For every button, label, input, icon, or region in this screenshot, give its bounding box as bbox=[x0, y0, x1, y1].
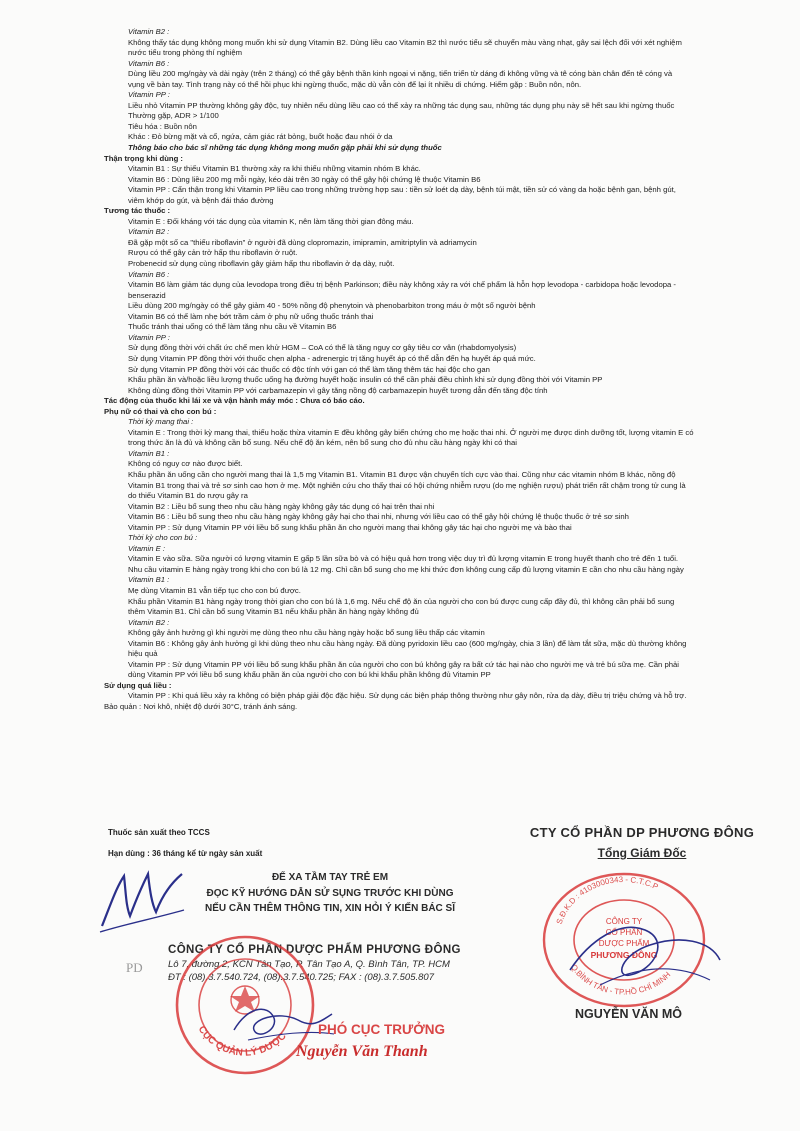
text-line: Vitamin PP : Khi quá liều xảy ra không có biện pháp giải độc đặc hiệu. Sử dụng các biện pháp thông thường như gây nôn, rửa dạ dày, điều trị triệu chứng và hỗ trợ. bbox=[128, 691, 687, 701]
text-line: Vitamin B1 : Sự thiếu Vitamin B1 thường xảy ra khi thiếu những vitamin nhóm B khác. bbox=[128, 164, 421, 174]
text-line: Vitamin PP : Cẩn thận trong khi Vitamin PP liều cao trong những trường hợp sau : tiền sử loét dạ dày, bệnh túi mật, tiền sử có vàng da hoặc bệnh gan, bệnh gút, bbox=[128, 185, 676, 195]
text-line: Vitamin B2 : bbox=[128, 27, 170, 36]
text-line: Mẹ dùng Vitamin B1 vẫn tiếp tục cho con bú được. bbox=[128, 585, 301, 595]
text-line: Đã gặp một số ca "thiếu riboflavin" ở người đã dùng clopromazin, imipramin, amitriptylin và adriamycin bbox=[128, 237, 477, 247]
text-line: Vitamin E : bbox=[128, 543, 166, 553]
text-line: Vitamin B1 trong thai và trẻ sơ sinh cao hơn ở mẹ. Một nghiên cứu cho thấy thai có hội chứng nhiễm rượu (do mẹ nghiện rượu) phát triển rất chậm trong tử cung là bbox=[128, 480, 686, 490]
text-line: trong thức ăn là đủ và không cần bổ sung. Nếu chế độ ăn kém, nên bổ sung cho đủ nhu cầu hàng ngày khi có thai bbox=[128, 438, 517, 448]
text-line: Không thấy tác dụng không mong muốn khi sử dụng Vitamin B2. Dùng liều cao Vitamin B2 thì nước tiểu sẽ chuyển màu vàng nhạt, gây sai lệch đối với xét nghiệm bbox=[128, 37, 682, 47]
text-line: Khác : Đỏ bừng mặt và cổ, ngứa, cảm giác rát bỏng, buốt hoặc đau nhói ở da bbox=[128, 132, 393, 142]
text-line: Vitamin PP : bbox=[128, 332, 170, 342]
text-line: Vitamin B1 : bbox=[128, 575, 170, 585]
text-line: Khẩu phần ăn uống cần cho người mang thai là 1,5 mg Vitamin B1. Vitamin B1 được vận chuyển tích cực vào thai. Cũng như các vitamin nhóm B khác, nồng độ bbox=[128, 469, 676, 479]
text-line: Liều nhỏ Vitamin PP thường không gây độc, tuy nhiên nếu dùng liều cao có thể xảy ra những tác dụng sau, những tác dụng phụ này sẽ hết sau khi ngừng thuốc bbox=[128, 100, 675, 110]
text-line: Vitamin B6 làm giảm tác dụng của levodopa trong điều trị bệnh Parkinson; điều này không xảy ra với chế phẩm là hỗn hợp levodopa - carbidopa hoặc levodopa - bbox=[128, 280, 676, 290]
text-line: Vitamin E : Đối kháng với tác dụng của vitamin K, nên làm tăng thời gian đông máu. bbox=[128, 216, 414, 226]
text-line: Vitamin B6 có thể làm nhẹ bớt trầm cảm ở phụ nữ uống thuốc tránh thai bbox=[128, 311, 374, 321]
text-line: Thông báo cho bác sĩ những tác dụng không mong muốn gặp phải khi sử dụng thuốc bbox=[128, 143, 442, 153]
text-line: Thời kỳ mang thai : bbox=[128, 417, 194, 427]
text-line: Vitamin B1 : bbox=[128, 448, 170, 458]
stamp-inner-1: CÔNG TY bbox=[605, 917, 643, 926]
text-line: Vitamin PP : Sử dụng Vitamin PP với liều bổ sung khẩu phần ăn cho người mang thai không gây tác hại cho người mẹ và bào thai bbox=[128, 522, 572, 532]
text-line: thêm Vitamin B1. Chỉ cần bổ sung Vitamin B1 nếu khẩu phần ăn hàng ngày không đủ bbox=[128, 607, 419, 617]
director-name: NGUYỄN VĂN MÔ bbox=[575, 1007, 682, 1021]
manufacture-standard: Thuốc sản xuất theo TCCS bbox=[108, 828, 210, 837]
text-line: viêm khớp do gút, và bệnh đái tháo đường bbox=[128, 195, 274, 205]
text-line: nước tiểu trong phòng thí nghiệm bbox=[128, 48, 243, 58]
footer-left bbox=[108, 827, 262, 869]
text-line: Vitamin B6 : Không gây ảnh hưởng gì khi dùng theo nhu cầu hàng ngày. Đã dùng pyridoxin liều cao (600 mg/ngày, chia 3 lần) để làm tắt sữa, mặc dù thường không bbox=[128, 638, 687, 648]
stamp-inner-3: DƯỢC PHẨM bbox=[598, 939, 650, 948]
text-line: Khẩu phần Vitamin B1 hàng ngày trong thời gian cho con bú là 1,6 mg. Nếu chế độ ăn của người cho con bú được cung cấp đầy đủ, thì không cần phải bổ sung bbox=[128, 596, 675, 606]
text-line: Vitamin E vào sữa. Sữa người có lượng vitamin E gấp 5 lần sữa bò và có hiệu quả hơn trong việc duy trì đủ lượng vitamin E trong huyết thanh cho trẻ đến 1 tuổi. bbox=[128, 554, 679, 564]
pd-logo: PD bbox=[126, 960, 143, 975]
warning-notices bbox=[150, 870, 510, 917]
manufacturer-address: Lô 7, đường 2, KCN Tân Tạo, P. Tân Tạo A, Q. Bình Tân, TP. HCM bbox=[168, 958, 450, 970]
section-heading: Sử dụng quá liều : bbox=[104, 680, 172, 690]
text-line: Vitamin PP : bbox=[128, 90, 170, 100]
text-line: Sử dụng Vitamin PP đồng thời với các thuốc có độc tính với gan có thể làm tăng thêm tác hại độc cho gan bbox=[128, 364, 490, 374]
deputy-title: PHÓ CỤC TRƯỞNG bbox=[318, 1022, 445, 1037]
text-line: Sử dụng đồng thời với chất ức chế men khử HGM – CoA có thể là tăng nguy cơ gây tiêu cơ vân (rhabdomyolysis) bbox=[128, 343, 517, 353]
manufacturer-name: CÔNG TY CỔ PHẦN DƯỢC PHẨM PHƯƠNG ĐÔNG bbox=[168, 944, 461, 956]
section-heading: Tác động của thuốc khi lái xe và vận hành máy móc : Chưa có báo cáo. bbox=[104, 396, 365, 406]
notice-keep-away: ĐỂ XA TẦM TAY TRẺ EM bbox=[271, 872, 389, 883]
text-line: Không có nguy cơ nào được biết. bbox=[128, 459, 243, 469]
text-line: vụng về bàn tay. Tình trạng này có thể hồi phục khi ngừng thuốc, mặc dù vẫn còn để lại ít nhiều di chứng. Hiếm gặp : Buồn nôn, nôn. bbox=[128, 79, 582, 89]
notice-ask-doctor: NẾU CẦN THÊM THÔNG TIN, XIN HỎI Ý KIẾN BÁC SĨ bbox=[204, 903, 455, 914]
text-line: Thuốc tránh thai uống có thể làm tăng nhu cầu về Vitamin B6 bbox=[128, 322, 337, 332]
notice-read-instructions: ĐỌC KỸ HƯỚNG DẪN SỬ SỤNG TRƯỚC KHI DÙNG bbox=[206, 887, 454, 899]
text-line: Vitamin PP : Sử dụng Vitamin PP với liều bổ sung khẩu phần ăn của người cho con bú không gây ra bất cứ tác hại nào cho người mẹ và trẻ bú sữa mẹ. Cần phải bbox=[128, 659, 679, 669]
stamp-inner-2: CỔ PHẦN bbox=[605, 928, 643, 937]
text-line: Thường gặp, ADR > 1/100 bbox=[128, 111, 219, 121]
text-line: Sử dụng Vitamin PP đồng thời với thuốc chẹn alpha - adrenergic trị tăng huyết áp có thể dẫn đến hạ huyết áp quá mức. bbox=[128, 353, 536, 363]
text-line: Khẩu phần ăn và/hoặc liều lượng thuốc uống hạ đường huyết hoặc insulin có thể cần phải điều chỉnh khi sử dụng đồng thời với Vitamin PP bbox=[128, 375, 603, 385]
section-heading: Phụ nữ có thai và cho con bú : bbox=[104, 406, 217, 416]
text-line: Không gây ảnh hưởng gì khi người mẹ dùng theo nhu cầu hàng ngày hoặc bổ sung liều thấp các vitamin bbox=[128, 628, 485, 638]
text-line: Liều dùng 200 mg/ngày có thể gây giảm 40 - 50% nồng độ phenytoin và phenobarbiton trong máu ở một số người bệnh bbox=[128, 301, 536, 311]
text-line: Không dùng đồng thời Vitamin PP với carbamazepin vì gây tăng nồng độ carbamazepin huyết tương dẫn đến tăng độc tính bbox=[128, 385, 548, 395]
text-line: Vitamin B2 : bbox=[128, 617, 170, 627]
company-signature-block bbox=[512, 825, 772, 860]
stamp-ring-text: S.Đ.K.D : 4103000343 - C.T.C.P bbox=[554, 874, 660, 926]
text-line: Thời kỳ cho con bú : bbox=[128, 533, 198, 543]
stamp-bottom-text: Q.BÌNH TÂN - TP.HỒ CHÍ MINH bbox=[569, 962, 673, 997]
text-line: Bảo quản : Nơi khô, nhiệt độ dưới 30°C, tránh ánh sáng. bbox=[104, 702, 298, 711]
authority-stamp-text: CỤC QUẢN LÝ DƯỢC bbox=[195, 1024, 289, 1059]
text-line: Vitamin B6 : Dùng liều 200 mg mỗi ngày, kéo dài trên 30 ngày có thể gây hội chứng lệ thuộc Vitamin B6 bbox=[128, 174, 481, 184]
text-line: Probenecid sử dụng cùng riboflavin gây giảm hấp thu riboflavin ở dạ dày, ruột. bbox=[128, 259, 395, 269]
text-line: do thiếu Vitamin B1 do rượu gây ra bbox=[128, 491, 248, 501]
stamp-inner-4: PHƯƠNG ĐÔNG bbox=[590, 950, 658, 960]
text-line: Vitamin B2 : bbox=[128, 227, 170, 237]
section-heading: Tương tác thuốc : bbox=[104, 206, 171, 216]
company-name: CTY CỔ PHẦN DP PHƯƠNG ĐÔNG bbox=[529, 825, 755, 840]
director-title: Tổng Giám Đốc bbox=[597, 846, 687, 860]
text-line: Vitamin B6 : bbox=[128, 58, 170, 68]
text-line: Rượu có thể gây cản trở hấp thu riboflavin ở ruột. bbox=[128, 248, 298, 258]
manufacturer-contact: ĐT : (08).3.7.540.724, (08).3.7.540.725; FAX : (08).3.7.505.807 bbox=[168, 972, 434, 983]
text-line: Dùng liều 200 mg/ngày và dài ngày (trên 2 tháng) có thể gây bệnh thần kinh ngoại vi nặng, tiến triển từ dáng đi không vững và tê cóng bàn chân đến tê cóng và bbox=[128, 69, 673, 79]
text-line: hiệu quả bbox=[128, 649, 158, 659]
expiry-date: Hạn dùng : 36 tháng kể từ ngày sản xuất bbox=[108, 849, 263, 858]
text-line: benserazid bbox=[128, 290, 166, 300]
text-line: Vitamin B2 : Liều bổ sung theo nhu cầu hàng ngày không gây tác dụng có hại trên thai nhi bbox=[128, 501, 435, 511]
text-line: Nhu cầu vitamin E hàng ngày trong khi cho con bú là 12 mg. Chỉ cần bổ sung cho mẹ khi thức đơn không cung cấp đủ lượng vitamin E cần cho nhu cầu hàng ngày bbox=[128, 564, 684, 574]
deputy-name: Nguyễn Văn Thanh bbox=[296, 1043, 428, 1060]
text-line: Vitamin B6 : Liều bổ sung theo nhu cầu hàng ngày không gây hại cho thai nhi, nhưng với liều cao có thể gây hội chứng lệ thuộc thuốc ở trẻ sơ sinh bbox=[128, 512, 629, 522]
text-line: Vitamin E : Trong thời kỳ mang thai, thiếu hoặc thừa vitamin E đều không gây biến chứng cho mẹ hoặc thai nhi. Ở người mẹ được dinh dưỡng tốt, lượng vitamin E có bbox=[128, 427, 694, 437]
text-line: Tiêu hóa : Buồn nôn bbox=[128, 121, 197, 131]
text-line: dùng Vitamin PP với liều bổ sung khẩu phần ăn của người cho con bú khi khẩu phần không đủ Vitamin PP bbox=[128, 670, 491, 680]
leaflet-body bbox=[104, 27, 772, 713]
text-line: Vitamin B6 : bbox=[128, 269, 170, 279]
director-signature bbox=[560, 900, 730, 1010]
section-heading: Thận trọng khi dùng : bbox=[104, 153, 183, 163]
